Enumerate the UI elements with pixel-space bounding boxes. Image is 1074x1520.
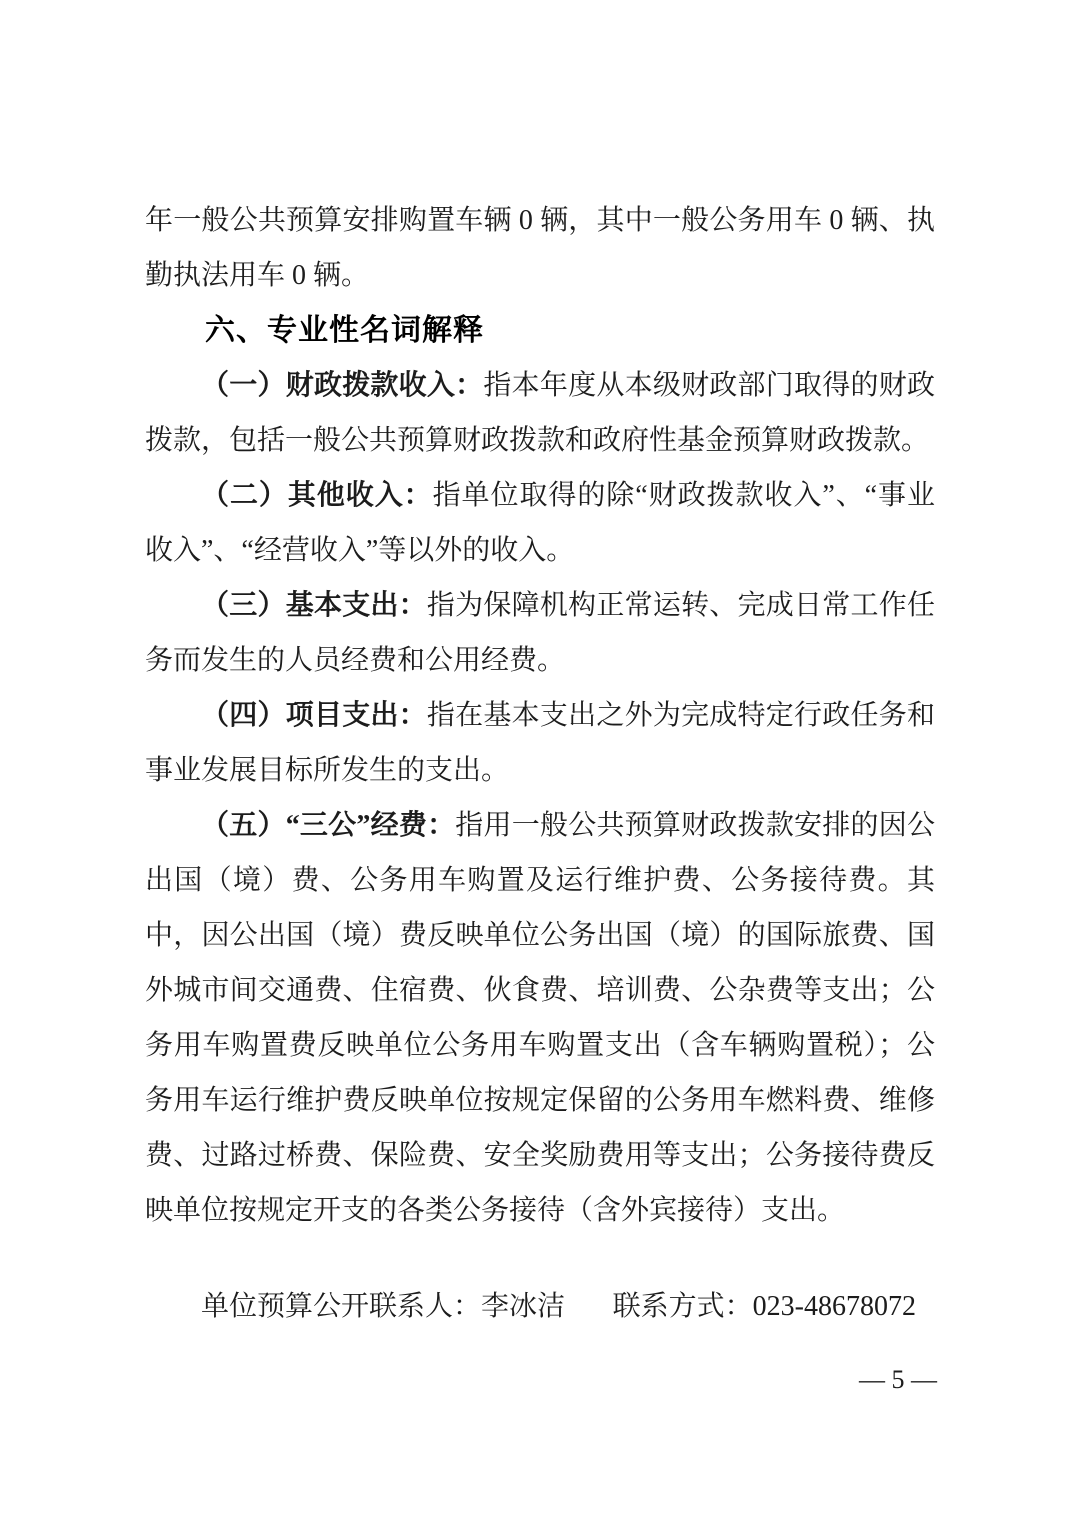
definition-lead: （三）基本支出：: [201, 590, 427, 621]
contact-person-label: 单位预算公开联系人：: [201, 1291, 482, 1322]
contact-phone-number: 023-48678072: [752, 1291, 916, 1322]
definition-text: 指在基本支出之外为完成特定行政任务和事业发展目标所发生的支出。: [145, 700, 935, 786]
definition-text: 指用一般公共预算财政拨款安排的因公出国（境）费、公务用车购置及运行维护费、公务接待费。其中，因公出国（境）费反映单位公务出国（境）的国际旅费、国外城市间交通费、住宿费、伙食费、培训费、公杂费等支出；公务用车购置费反映单位公务用车购置支出（含车辆购置税）；公务用车运行维护费反映单位按规定保留的公务用车燃料费、维修费、过路过桥费、保险费、安全奖励费用等支出；公务接待费反映单位按规定开支的各类公务接待（含外宾接待）支出。: [145, 810, 935, 1226]
definition-lead: （五）“三公”经费：: [201, 810, 456, 841]
budget-contact-line: [145, 1279, 935, 1334]
page-number: — 5 —: [859, 1365, 937, 1394]
definition-lead: （一）财政拨款收入：: [201, 370, 484, 401]
definition-lead: （四）项目支出：: [201, 700, 427, 731]
definition-lead: （二）其他收入：: [201, 480, 433, 511]
section-heading-terms: 六、专业性名词解释: [205, 314, 484, 347]
paragraph-vehicle-budget: [145, 193, 935, 303]
definition-fiscal-appropriation-income: [145, 358, 935, 468]
definition-text: 指单位取得的除“财政拨款收入”、“事业收入”、“经营收入”等以外的收入。: [145, 480, 935, 566]
definition-text: 指本年度从本级财政部门取得的财政拨款，包括一般公共预算财政拨款和政府性基金预算财政拨款。: [145, 370, 935, 456]
definition-three-public-funds: [145, 798, 935, 1238]
contact-person-name: 李冰洁: [481, 1291, 566, 1322]
definition-other-income: [145, 468, 935, 578]
paragraph-text: 年一般公共预算安排购置车辆 0 辆，其中一般公务用车 0 辆、执勤执法用车 0 辆。: [145, 205, 935, 291]
definition-project-expenditure: [145, 688, 935, 798]
contact-method-label: 联系方式：: [612, 1291, 753, 1322]
definition-text: 指为保障机构正常运转、完成日常工作任务而发生的人员经费和公用经费。: [145, 590, 935, 676]
document-body: [145, 193, 935, 1238]
definition-basic-expenditure: [145, 578, 935, 688]
